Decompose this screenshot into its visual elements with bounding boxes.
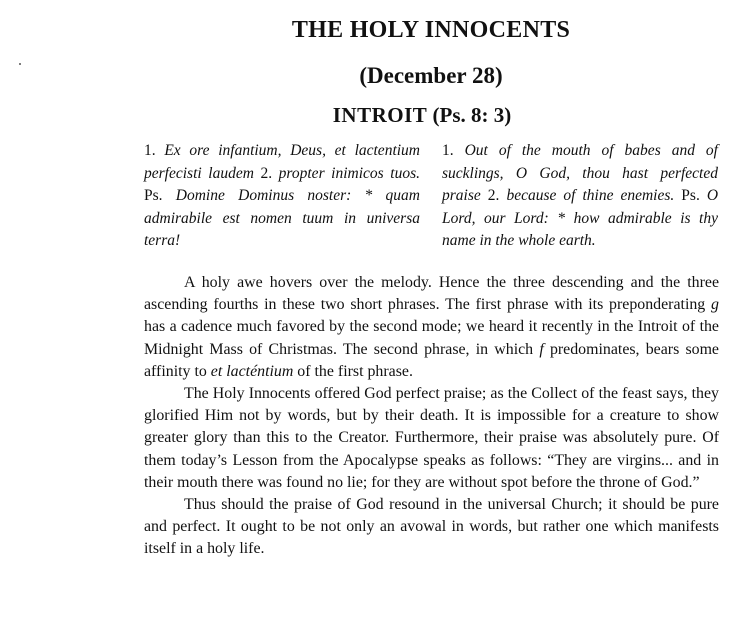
verse-number: 2.	[260, 164, 273, 182]
latin-verse-2: propter inimicos tuos.	[278, 164, 420, 182]
english-verse-2: because of thine enemies.	[506, 187, 675, 205]
psalm-marker: Ps.	[681, 187, 700, 205]
commentary	[144, 272, 719, 561]
feast-date: (December 28)	[359, 63, 503, 88]
psalm-marker: Ps.	[144, 187, 163, 205]
verse-number: 1.	[442, 142, 454, 159]
commentary-paragraph-2: The Holy Innocents offered God perfect praise; as the Collect of the feast says, they glorified Him not by words, but by their death. It is impossible for a creature to show greater glory than this to the Creator. Furthermore, their praise was absolutely pure. Of them today’s Lesson from the Apocalypse speaks as follows: “They are virgins... and in their mouth there was found no lie; for they are without spot before the throne of God.”	[144, 385, 719, 491]
verse-number: 2.	[487, 187, 500, 205]
page-title: THE HOLY INNOCENTS	[291, 17, 571, 43]
latin-psalm-verse: Domine Dominus noster: * quam admirabile est nomen tuum in universa terra!	[144, 187, 421, 250]
commentary-paragraph-3: Thus should the praise of God resound in the universal Church; it should be pure and perfect. It ought to be not only an avowal in words, but rather one which manifests itself in a holy life.	[144, 496, 719, 558]
english-psalm-verse: O Lord, our Lord: * how admirable is thy name in the whole earth.	[442, 187, 719, 250]
english-verse-1: Out of the mouth of babes and of sucklings, O God, thou hast perfected praise	[442, 142, 718, 205]
commentary-paragraph-1: A holy awe hovers over the melody. Hence the three descending and the three ascending fourths in these two short phrases. The first phrase with its preponderating g has a cadence much favored by the second mode; we heard it recently in the Introit of the Midnight Mass of Christmas. The second phrase, in which f predominates, bears some affinity to et lacténtium of the first phrase.	[144, 274, 719, 380]
introit-reference: (Ps. 8: 3)	[432, 103, 512, 127]
latin-text	[144, 140, 420, 253]
introit-heading	[0, 103, 744, 128]
latin-verse-1: Ex ore infantium, Deus, et lactentium perfecisti laudem	[144, 142, 420, 182]
introit-label: INTROIT	[332, 103, 428, 127]
english-text	[442, 140, 718, 253]
verse-number: 1.	[144, 142, 156, 159]
